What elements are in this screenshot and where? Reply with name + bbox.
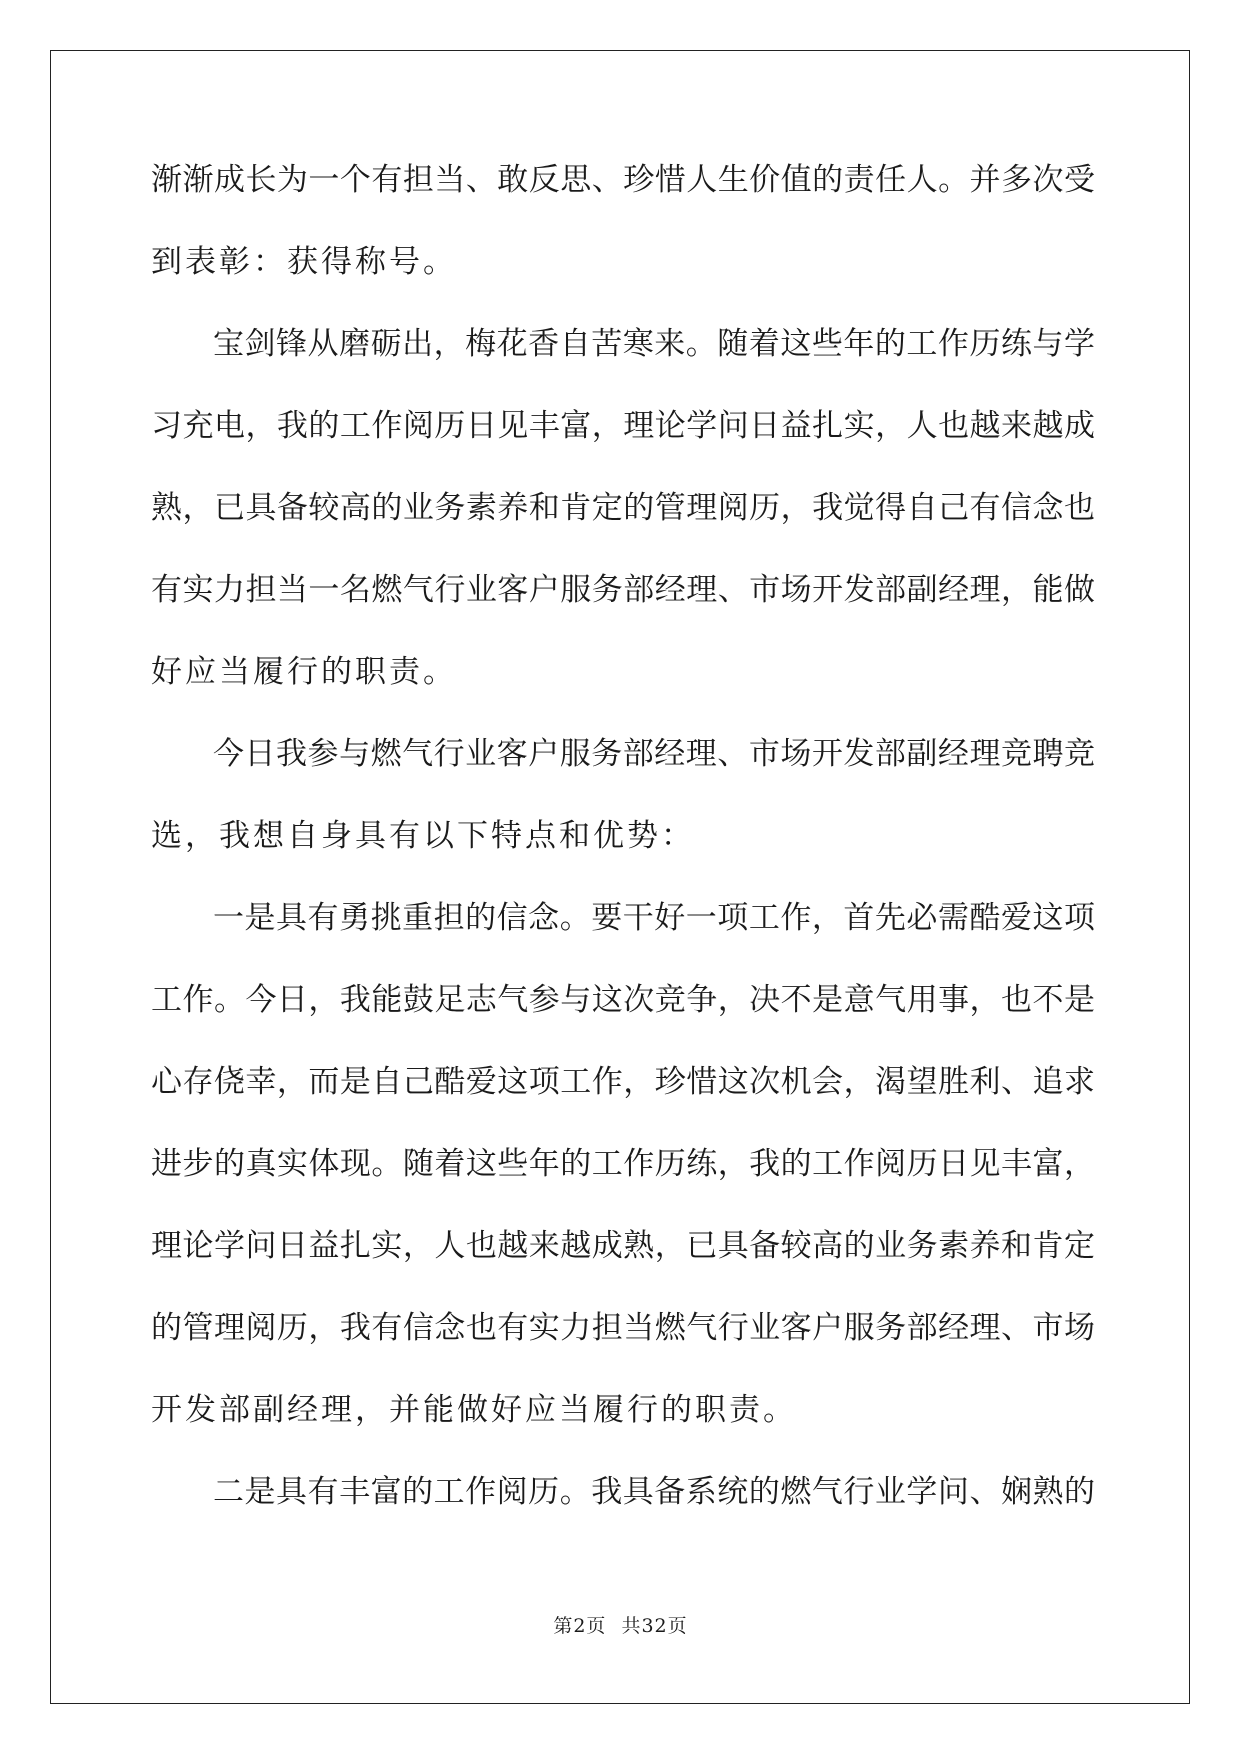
text-line: 到表彰：获得称号。 — [151, 244, 457, 280]
text-line: 宝剑锋从磨砺出，梅花香自苦寒来。随着这些年的工作历练与学 — [213, 326, 1095, 362]
text-line: 有实力担当一名燃气行业客户服务部经理、市场开发部副经理，能做 — [151, 572, 1095, 608]
document-body — [151, 157, 1095, 1551]
text-line: 开发部副经理，并能做好应当履行的职责。 — [151, 1392, 797, 1428]
page-number: 第2页 — [553, 1615, 607, 1637]
text-line: 工作。今日，我能鼓足志气参与这次竞争，决不是意气用事，也不是 — [151, 982, 1095, 1018]
text-line: 好应当履行的职责。 — [151, 654, 457, 690]
text-line: 的管理阅历，我有信念也有实力担当燃气行业客户服务部经理、市场 — [151, 1310, 1095, 1346]
text-line: 理论学问日益扎实，人也越来越成熟，已具备较高的业务素养和肯定 — [151, 1228, 1095, 1264]
text-line: 今日我参与燃气行业客户服务部经理、市场开发部副经理竞聘竞 — [213, 736, 1095, 772]
text-line: 习充电，我的工作阅历日见丰富，理论学问日益扎实，人也越来越成 — [151, 408, 1095, 444]
text-line: 选，我想自身具有以下特点和优势： — [151, 818, 695, 854]
text-line: 心存侥幸，而是自己酷爱这项工作，珍惜这次机会，渴望胜利、追求 — [151, 1064, 1095, 1100]
page-footer — [0, 1611, 1241, 1638]
text-line: 熟，已具备较高的业务素养和肯定的管理阅历，我觉得自己有信念也 — [151, 490, 1095, 526]
text-line: 一是具有勇挑重担的信念。要干好一项工作，首先必需酷爱这项 — [213, 900, 1095, 936]
text-line: 二是具有丰富的工作阅历。我具备系统的燃气行业学问、娴熟的 — [213, 1474, 1095, 1510]
text-line: 渐渐成长为一个有担当、敢反思、珍惜人生价值的责任人。并多次受 — [151, 162, 1095, 198]
page-total: 共32页 — [621, 1615, 688, 1637]
text-line: 进步的真实体现。随着这些年的工作历练，我的工作阅历日见丰富， — [151, 1146, 1095, 1182]
